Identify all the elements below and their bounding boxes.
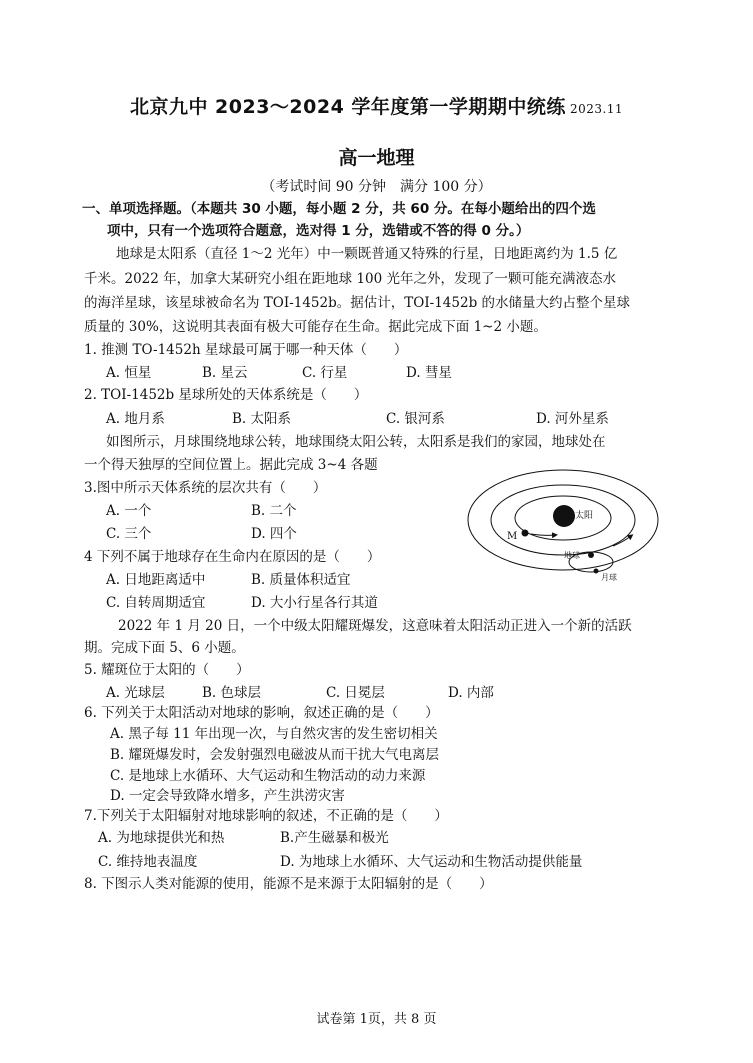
earth-label: 地球	[564, 551, 580, 560]
moon-dot	[594, 569, 599, 574]
m-label: M	[507, 531, 518, 542]
q2-option-a: A. 地月系	[106, 411, 165, 427]
q1-option-a: A. 恒星	[106, 365, 152, 381]
q2-option-d: D. 河外星系	[536, 411, 609, 427]
q6-option-c: C. 是地球上水循环、大气运动和生物活动的动力来源	[110, 768, 426, 784]
passage1-line1: 地球是太阳系（直径 1～2 光年）中一颗既普通又特殊的行星，日地距离约为 1.5 亿	[116, 246, 618, 262]
q8-stem: 8. 下图示人类对能源的使用，能源不是来源于太阳辐射的是（ ）	[84, 876, 493, 892]
q2-option-b: B. 太阳系	[232, 411, 292, 427]
m-planet	[522, 530, 529, 537]
page-footer: 试卷第 1页，共 8 页	[316, 1012, 437, 1027]
q7-option-b: B.产生磁暴和极光	[280, 830, 389, 846]
q3-option-d: D. 四个	[251, 526, 297, 542]
q6-option-b: B. 耀斑爆发时，会发射强烈电磁波从而干扰大气电离层	[110, 747, 440, 763]
q6-option-a: A. 黑子每 11 年出现一次，与自然灾害的发生密切相关	[110, 726, 438, 742]
earth-dot	[588, 552, 594, 558]
inner-orbit-arrow	[531, 534, 555, 535]
sun-circle	[553, 505, 575, 527]
q3-option-c: C. 三个	[106, 526, 152, 542]
q3-option-b: B. 二个	[251, 503, 297, 519]
q5-option-d: D. 内部	[448, 685, 494, 701]
title-text: 北京九中 2023～2024 学年度第一学期期中统练	[129, 96, 566, 118]
q1-option-d: D. 彗星	[406, 365, 452, 381]
q6-option-d: D. 一定会导致降水增多，产生洪涝灾害	[110, 788, 345, 804]
section-heading-line1: 一、单项选择题。（本题共 30 小题，每小题 2 分，共 60 分。在每小题给出的四个选	[82, 201, 596, 217]
q1-stem: 1. 推测 TO-1452h 星球最可属于哪一种天体（ ）	[84, 342, 408, 358]
passage3-line2: 期。完成下面 5、6 小题。	[84, 640, 245, 656]
passage2-line2: 一个得天独厚的空间位置上。据此完成 3~4 各题	[84, 457, 378, 473]
passage1-line3: 的海洋星球，该星球被命名为 TOI-1452b。据估计，TOI-1452b 的水储量大约占整个星球	[84, 295, 631, 311]
q3-stem: 3.图中所示天体系统的层次共有（ ）	[84, 480, 327, 496]
moon-label: 月球	[601, 573, 617, 582]
q4-option-d: D. 大小行星各行其道	[251, 595, 378, 611]
q4-option-a: A. 日地距离适中	[106, 572, 206, 588]
subject-title: 高一地理	[338, 147, 415, 169]
q4-option-c: C. 自转周期适宜	[106, 595, 206, 611]
q5-option-b: B. 色球层	[202, 685, 262, 701]
passage1-line2: 千米。2022 年，加拿大某研究小组在距地球 100 光年之外，发现了一颗可能充满液态水	[84, 271, 616, 287]
q7-stem: 7.下列关于太阳辐射对地球影响的叙述，不正确的是（ ）	[84, 808, 448, 824]
outer-orbit-arrow	[613, 536, 631, 546]
exam-info: （考试时间 90 分钟 满分 100 分）	[261, 179, 492, 195]
passage1-line4: 质量的 30%，这说明其表面有极大可能存在生命。据此完成下面 1~2 小题。	[84, 319, 547, 335]
passage3-line1: 2022 年 1 月 20 日，一个中级太阳耀斑爆发，这意味着太阳活动正进入一个新的活跃	[118, 618, 632, 634]
q4-stem: 4 下列不属于地球存在生命内在原因的是（ ）	[84, 549, 381, 565]
q6-stem: 6. 下列关于太阳活动对地球的影响，叙述正确的是（ ）	[84, 705, 439, 721]
solar-system-diagram	[463, 462, 663, 590]
sun-label: 太阳	[575, 511, 594, 521]
q7-option-d: D. 为地球上水循环、大气运动和生物活动提供能量	[280, 854, 583, 870]
q3-option-a: A. 一个	[106, 503, 152, 519]
exam-title	[0, 92, 753, 119]
q2-option-c: C. 银河系	[386, 411, 445, 427]
q5-option-c: C. 日冕层	[326, 685, 385, 701]
q2-stem: 2. TOI-1452b 星球所处的天体系统是（ ）	[84, 387, 368, 403]
passage2-line1: 如图所示，月球围绕地球公转，地球围绕太阳公转，太阳系是我们的家园，地球处在	[106, 434, 606, 450]
section-heading-line2: 项中，只有一个选项符合题意，选对得 1 分，选错或不答的得 0 分。）	[107, 223, 530, 239]
q7-option-a: A. 为地球提供光和热	[98, 830, 225, 846]
q4-option-b: B. 质量体积适宜	[251, 572, 351, 588]
q1-option-b: B. 星云	[202, 365, 248, 381]
q5-option-a: A. 光球层	[106, 685, 165, 701]
q5-stem: 5. 耀斑位于太阳的（ ）	[84, 662, 250, 678]
exam-date: 2023.11	[569, 102, 624, 116]
q1-option-c: C. 行星	[302, 365, 348, 381]
q7-option-c: C. 维持地表温度	[98, 854, 198, 870]
